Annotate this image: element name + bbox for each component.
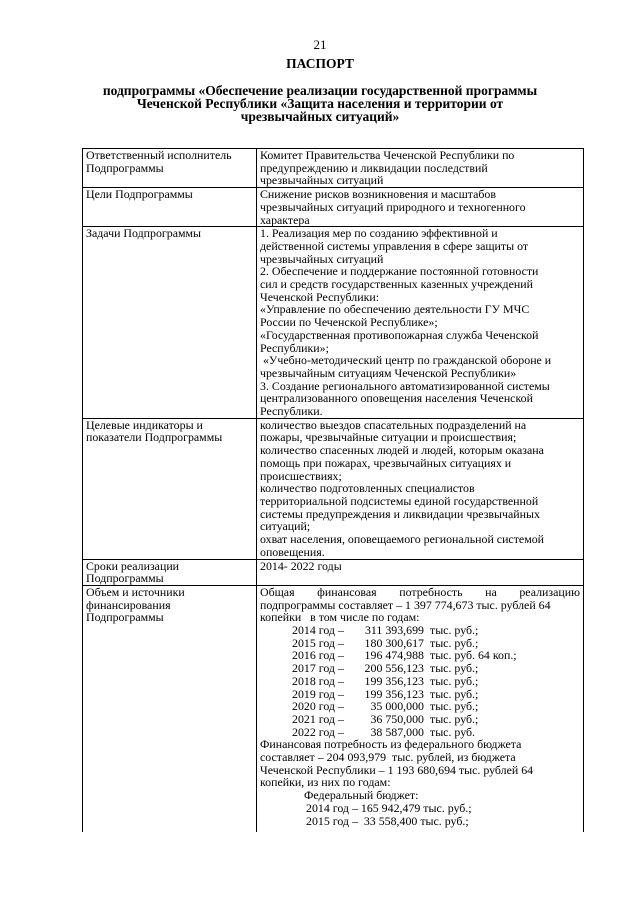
unit: тыс. руб.; [430, 711, 479, 726]
label-line: Целевые индикаторы и [86, 418, 203, 432]
subtitle-line: Чеченской Республики «Защита населения и территории от [136, 96, 504, 111]
subtitle-line: чрезвычайных ситуаций» [240, 109, 400, 124]
value-line: действенной системы управления в сфере защиты от [260, 238, 529, 253]
unit: тыс. руб.; [430, 661, 479, 676]
value-line: копейки в том числе по годам: [260, 610, 420, 625]
table-row-responsible [83, 149, 584, 188]
value-line: Республики»; [260, 340, 329, 355]
row-value [257, 188, 584, 227]
value-line: централизованного оповещения населения Чеченской [260, 391, 533, 406]
label-line: показатели Подпрограммы [86, 430, 223, 445]
row-value [257, 149, 584, 188]
value-line: пожары, чрезвычайные ситуации и происшествия; [260, 430, 517, 445]
value-line: Чеченской Республики – 1 193 680,694 тыс. рублей 64 [260, 762, 534, 777]
row-value [257, 585, 584, 832]
unit: тыс. руб.; [430, 686, 479, 701]
value-line: «Государственная противопожарная служба Чеченской [260, 327, 539, 342]
label-line: Задачи Подпрограммы [86, 226, 202, 241]
value-line: количество выездов спасательных подразделений на [260, 418, 527, 432]
value-line: Снижение рисков возникновения и масштабов [260, 187, 496, 202]
row-value [257, 559, 584, 585]
amount: 180 300,617 [364, 635, 424, 650]
value-line: количество спасенных людей и людей, которым оказана [260, 443, 544, 458]
row-label [83, 559, 257, 585]
year: 2022 год – [292, 724, 344, 739]
value-line: чрезвычайным ситуациям Чеченской Республики» [260, 365, 517, 380]
value-line: России по Чеченской Республике»; [260, 315, 438, 330]
label-line: финансирования [86, 597, 171, 612]
federal-year-line: 2014 год – 165 942,479 тыс. руб.; [306, 800, 472, 815]
value-line: подпрограммы составляет – 1 397 774,673 тыс. рублей 64 [260, 597, 551, 612]
year-amount-row [260, 713, 580, 726]
value-line: Общая финансовая потребность на реализацию [260, 585, 580, 599]
document-subtitle [60, 84, 580, 123]
value-line: оповещения. [260, 544, 325, 559]
value-line: копейки, из них по годам: [260, 775, 391, 790]
page-number: 21 [313, 37, 327, 52]
subtitle-line: подпрограммы «Обеспечение реализации государственной программы [102, 83, 538, 98]
value-line: «Учебно-методический центр по гражданской обороне и [260, 353, 552, 368]
federal-year-line: 2015 год – 33 558,400 тыс. руб.; [306, 813, 469, 828]
amount: 199 356,123 [364, 673, 424, 688]
unit: тыс. руб. 64 коп.; [430, 648, 517, 663]
value-line: происшествиях; [260, 468, 342, 483]
amount: 199 356,123 [364, 686, 424, 701]
value-line: сил и средств государственных казенных учреждений [260, 277, 533, 292]
value-line: характера [260, 212, 310, 227]
table-row-indicators [83, 418, 584, 559]
value-line: 2014- 2022 годы [260, 559, 342, 573]
row-value [257, 227, 584, 419]
amount: 311 393,699 [364, 623, 424, 638]
row-label [83, 227, 257, 419]
year-amount-row [260, 662, 580, 675]
row-label [83, 188, 257, 227]
value-line: составляет – 204 093,979 тыс. рублей, из бюджета [260, 750, 516, 765]
value-line: чрезвычайных ситуаций [260, 251, 384, 266]
federal-budget-heading: Федеральный бюджет: [304, 788, 419, 803]
label-line: Объем и источники [86, 585, 185, 599]
document-title: ПАСПОРТ [286, 56, 354, 71]
label-line: Ответственный исполнитель [86, 148, 232, 162]
amount: 200 556,123 [364, 661, 424, 676]
value-line: 1. Реализация мер по созданию эффективной и [260, 226, 498, 241]
value-line: охват населения, оповещаемого региональной системой [260, 532, 545, 547]
value-line: предупреждению и ликвидации последствий [260, 160, 488, 175]
amount: 196 474,988 [364, 648, 424, 663]
amount: 38 587,000 [370, 724, 424, 739]
value-line: Чеченской Республики: [260, 289, 380, 304]
unit: тыс. руб.; [430, 699, 479, 714]
value-line: Республики. [260, 404, 323, 419]
year-amount-row [260, 675, 580, 688]
value-line: ситуаций; [260, 519, 311, 534]
passport-table [82, 148, 584, 832]
year: 2019 год – [292, 686, 344, 701]
row-label [83, 585, 257, 832]
value-line: 2. Обеспечение и поддержание постоянной готовности [260, 264, 539, 279]
row-value [257, 418, 584, 559]
amount: 35 000,000 [370, 699, 424, 714]
year-amount-row [260, 624, 580, 637]
table-row-goals [83, 188, 584, 227]
value-line: территориальной подсистемы единой государственной [260, 493, 539, 508]
row-label [83, 149, 257, 188]
label-line: Цели Подпрограммы [86, 187, 193, 202]
year: 2017 год – [292, 661, 344, 676]
value-line: чрезвычайных ситуаций природного и техногенного [260, 199, 526, 214]
unit: тыс. руб.; [430, 635, 479, 650]
year: 2020 год – [292, 699, 344, 714]
label-line: Подпрограммы [86, 160, 164, 175]
value-line: системы предупреждения и ликвидации чрезвычайных [260, 506, 540, 521]
value-line: чрезвычайных ситуаций [260, 173, 384, 188]
value-line: помощь при пожарах, чрезвычайных ситуациях и [260, 455, 512, 470]
label-line: Подпрограммы [86, 571, 164, 586]
value-line: Комитет Правительства Чеченской Республики по [260, 148, 515, 162]
year: 2016 год – [292, 648, 344, 663]
year: 2014 год – [292, 623, 344, 638]
table-row-terms [83, 559, 584, 585]
year: 2015 год – [292, 635, 344, 650]
unit: тыс. руб. [430, 724, 476, 739]
amount: 36 750,000 [370, 711, 424, 726]
unit: тыс. руб.; [430, 673, 479, 688]
value-line: «Управление по обеспечению деятельности ГУ МЧС [260, 302, 530, 317]
value-line: Финансовая потребность из федерального бюджета [260, 737, 522, 752]
value-line: 3. Создание регионального автоматизированной системы [260, 378, 550, 393]
label-line: Подпрограммы [86, 610, 164, 625]
year: 2018 год – [292, 673, 344, 688]
row-label [83, 418, 257, 559]
label-line: Сроки реализации [86, 559, 180, 573]
year: 2021 год – [292, 711, 344, 726]
table-row-financing [83, 585, 584, 832]
unit: тыс. руб.; [430, 623, 479, 638]
table-row-tasks [83, 227, 584, 419]
value-line: количество подготовленных специалистов [260, 481, 475, 496]
